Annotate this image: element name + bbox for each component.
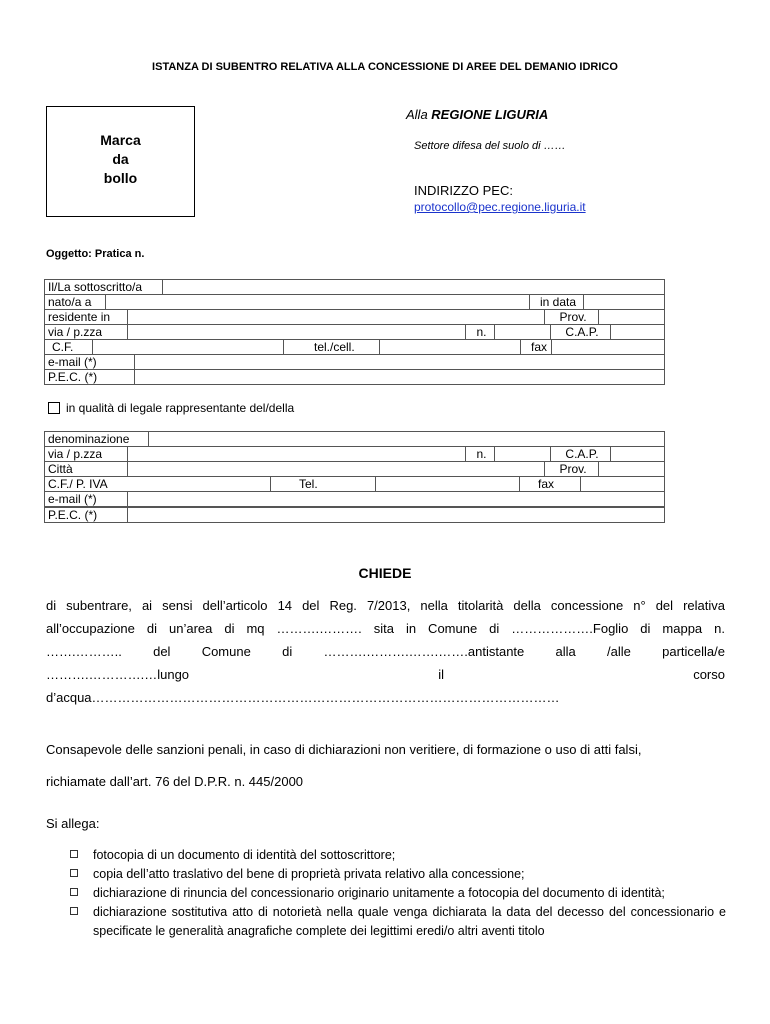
attachment-text: dichiarazione sostitutiva atto di notorietà nella quale venga dichiarata la data del decesso del concessionario e specificate le generalità anagrafiche complete dei legittimi eredi/o altri aventi titolo xyxy=(93,905,726,938)
attachment-item xyxy=(46,846,726,865)
applicant-table xyxy=(44,279,665,295)
attachment-text: fotocopia di un documento di identità del sottoscrittore; xyxy=(93,848,396,862)
label-email: e-mail (*) xyxy=(45,355,135,370)
cf-field[interactable] xyxy=(93,340,284,355)
attachment-checkbox[interactable] xyxy=(70,869,78,877)
recipient-name xyxy=(406,107,548,122)
document-title: ISTANZA DI SUBENTRO RELATIVA ALLA CONCESSIONE DI AREE DEL DEMANIO IDRICO xyxy=(152,61,618,73)
company-cap-field[interactable] xyxy=(611,447,665,462)
applicant-contact-row xyxy=(44,339,665,355)
company-pec-row xyxy=(44,507,665,523)
n-field[interactable] xyxy=(495,325,551,340)
sottoscritto-field[interactable] xyxy=(163,280,665,295)
email-field[interactable] xyxy=(135,355,665,370)
label-company-email: e-mail (*) xyxy=(45,492,128,507)
company-pec-field[interactable] xyxy=(128,508,665,523)
label-fax: fax xyxy=(521,340,552,355)
company-city-row xyxy=(44,461,665,477)
request-paragraph xyxy=(46,594,725,709)
company-name-row xyxy=(44,431,665,447)
applicant-address-row xyxy=(44,324,665,340)
label-prov: Prov. xyxy=(545,310,599,325)
pec-field[interactable] xyxy=(135,370,665,385)
label-company-fax: fax xyxy=(520,477,581,492)
label-n: n. xyxy=(466,325,495,340)
label-residente: residente in xyxy=(45,310,128,325)
revenue-stamp-box xyxy=(46,106,195,217)
label-company-cap: C.A.P. xyxy=(551,447,611,462)
company-n-field[interactable] xyxy=(495,447,551,462)
stamp-line-3: bollo xyxy=(103,170,138,186)
stamp-line-1: Marca xyxy=(100,132,141,148)
label-tel: tel./cell. xyxy=(284,340,380,355)
applicant-email-row xyxy=(44,354,665,370)
subject-line: Oggetto: Pratica n. xyxy=(46,248,145,260)
company-contact-row xyxy=(44,476,665,492)
attachment-checkbox[interactable] xyxy=(70,907,78,915)
company-fax-field[interactable] xyxy=(581,477,665,492)
label-pec: P.E.C. (*) xyxy=(45,370,135,385)
attachments-list xyxy=(46,846,726,941)
attachment-checkbox[interactable] xyxy=(70,888,78,896)
label-company-prov: Prov. xyxy=(545,462,599,477)
applicant-residence-row xyxy=(44,309,665,325)
label-cf-piva: C.F./ P. IVA xyxy=(45,477,271,492)
label-cf: C.F. xyxy=(45,340,93,355)
company-tel-field[interactable] xyxy=(376,477,520,492)
label-nato: nato/a a xyxy=(45,295,106,310)
request-line-3: …….……….. del Comune di ……….……….…….…….antistante alla /alle particella/e xyxy=(46,644,725,659)
citta-field[interactable] xyxy=(128,462,545,477)
recipient-region: REGIONE LIGURIA xyxy=(431,107,549,122)
request-line-5: d’acqua……………………………………………………………………………………………… xyxy=(46,690,560,705)
label-company-n: n. xyxy=(466,447,495,462)
applicant-pec-row xyxy=(44,369,665,385)
attachment-item xyxy=(46,884,726,903)
label-in-data: in data xyxy=(530,295,584,310)
company-via-field[interactable] xyxy=(128,447,466,462)
attachments-label: Si allega: xyxy=(46,816,100,831)
attachment-text: dichiarazione di rinuncia del concessionario originario unitamente a fotocopia del documento di identità; xyxy=(93,886,665,900)
via-field[interactable] xyxy=(128,325,466,340)
attachment-item xyxy=(46,865,726,884)
legal-rep-checkbox[interactable] xyxy=(48,402,60,414)
company-email-row xyxy=(44,491,665,507)
request-line-4: ……….………….…lungo il corso xyxy=(46,667,725,682)
request-line-1: di subentrare, ai sensi dell’articolo 14 del Reg. 7/2013, nella titolarità della concessione n° del relativa xyxy=(46,598,725,613)
stamp-line-2: da xyxy=(112,151,129,167)
company-email-field[interactable] xyxy=(128,492,665,507)
recipient-sector: Settore difesa del suolo di …… xyxy=(414,140,566,152)
label-denominazione: denominazione xyxy=(45,432,149,447)
recipient-prefix: Alla xyxy=(406,107,432,122)
denominazione-field[interactable] xyxy=(149,432,665,447)
label-company-pec: P.E.C. (*) xyxy=(45,508,128,523)
declaration-line-1: Consapevole delle sanzioni penali, in caso di dichiarazioni non veritiere, di formazione o uso di atti falsi, xyxy=(46,742,642,757)
attachment-checkbox[interactable] xyxy=(70,850,78,858)
attachment-item xyxy=(46,903,726,941)
label-cap: C.A.P. xyxy=(551,325,611,340)
legal-rep-label: in qualità di legale rappresentante del/della xyxy=(66,401,295,415)
pec-label: INDIRIZZO PEC: xyxy=(414,183,513,198)
attachment-text: copia dell’atto traslativo del bene di proprietà privata relativo alla concessione; xyxy=(93,867,525,881)
declaration-line-2: richiamate dall’art. 76 del D.P.R. n. 445/2000 xyxy=(46,774,304,789)
request-heading: CHIEDE xyxy=(358,565,412,581)
tel-field[interactable] xyxy=(380,340,521,355)
nato-field[interactable] xyxy=(106,295,530,310)
applicant-table-rows xyxy=(44,294,665,310)
pec-email-link[interactable]: protocollo@pec.regione.liguria.it xyxy=(414,200,586,214)
label-via: via / p.zza xyxy=(45,325,128,340)
label-citta: Città xyxy=(45,462,128,477)
label-sottoscritto: Il/La sottoscritto/a xyxy=(45,280,163,295)
prov-field[interactable] xyxy=(599,310,665,325)
residente-field[interactable] xyxy=(128,310,545,325)
company-address-row xyxy=(44,446,665,462)
cap-field[interactable] xyxy=(611,325,665,340)
label-company-tel: Tel. xyxy=(271,477,376,492)
label-company-via: via / p.zza xyxy=(45,447,128,462)
company-prov-field[interactable] xyxy=(599,462,665,477)
in-data-field[interactable] xyxy=(584,295,665,310)
fax-field[interactable] xyxy=(552,340,665,355)
request-line-2: all’occupazione di un’area di mq ……….………. sita in Comune di ……………….Foglio di mappa n. xyxy=(46,621,725,636)
